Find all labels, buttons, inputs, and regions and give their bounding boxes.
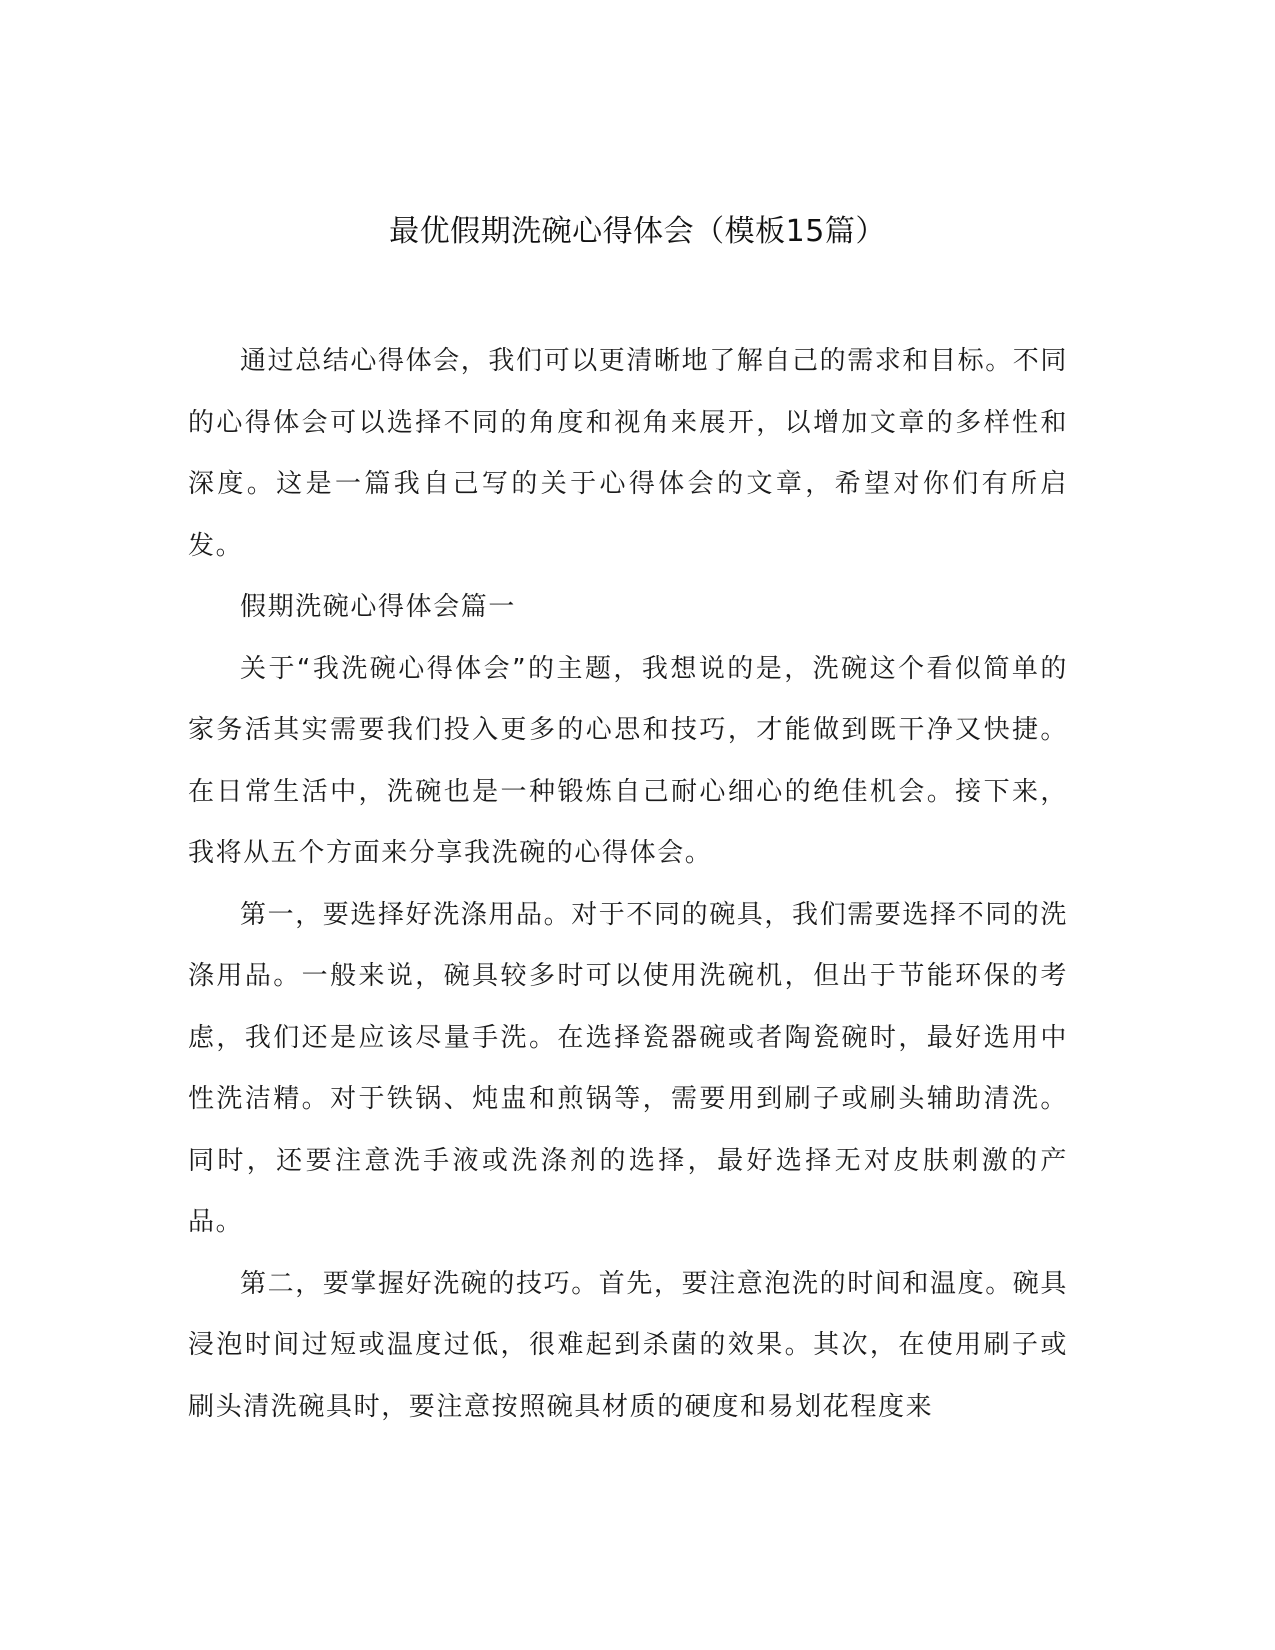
paragraph-point-one: 第一，要选择好洗涤用品。对于不同的碗具，我们需要选择不同的洗涤用品。一般来说，碗具较多时可以使用洗碗机，但出于节能环保的考虑，我们还是应该尽量手洗。在选择瓷器碗或者陶瓷碗时，最好选用中性洗洁精。对于铁锅、炖盅和煎锅等，需要用到刷子或刷头辅助清洗。同时，还要注意洗手液或洗涤剂的选择，最好选择无对皮肤刺激的产品。	[188, 899, 1069, 1237]
document-body	[188, 331, 1068, 1438]
document-title: 最优假期洗碗心得体会（模板15篇）	[389, 214, 886, 249]
paragraph-topic: 关于“我洗碗心得体会”的主题，我想说的是，洗碗这个看似简单的家务活其实需要我们投入更多的心思和技巧，才能做到既干净又快捷。在日常生活中，洗碗也是一种锻炼自己耐心细心的绝佳机会。接下来，我将从五个方面来分享我洗碗的心得体会。	[188, 653, 1068, 868]
paragraph-intro: 通过总结心得体会，我们可以更清晰地了解自己的需求和目标。不同的心得体会可以选择不同的角度和视角来展开，以增加文章的多样性和深度。这是一篇我自己写的关于心得体会的文章，希望对你们有所启发。	[188, 346, 1069, 561]
paragraph-point-two: 第二，要掌握好洗碗的技巧。首先，要注意泡洗的时间和温度。碗具浸泡时间过短或温度过低，很难起到杀菌的效果。其次，在使用刷子或刷头清洗碗具时，要注意按照碗具材质的硬度和易划花程度来	[188, 1268, 1069, 1422]
section-heading: 假期洗碗心得体会篇一	[240, 592, 517, 622]
